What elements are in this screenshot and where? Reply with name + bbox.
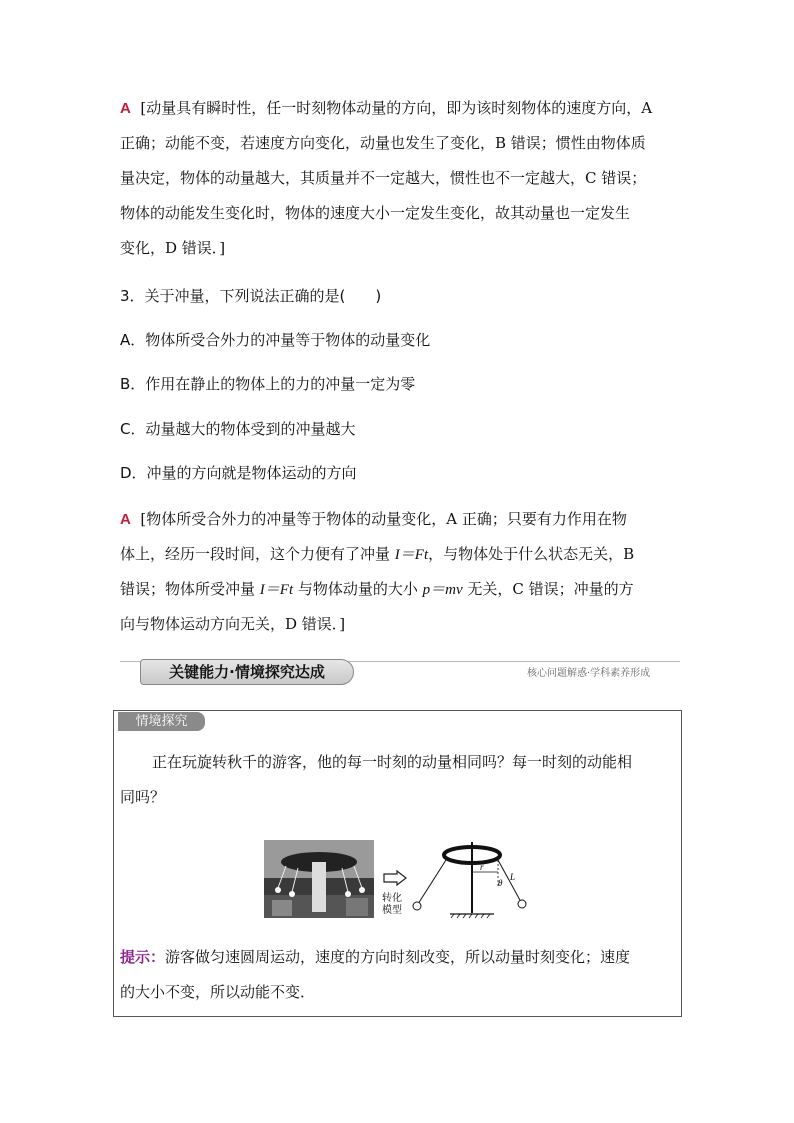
question-3-stem: 3．关于冲量，下列说法正确的是( ) xyxy=(120,287,382,305)
momentum-formula: p＝mv xyxy=(422,582,463,598)
length-label: L xyxy=(510,872,516,882)
answer-2-line-1: A [动量具有瞬时性，任一时刻物体动量的方向，即为该时刻物体的速度方向，A xyxy=(120,99,653,117)
hint-line-1: 提示：游客做匀速圆周运动，速度的方向时刻改变，所以动量时刻变化；速度 xyxy=(120,948,631,966)
option-b: B．作用在静止的物体上的力的冲量一定为零 xyxy=(120,375,416,393)
radius-label: r xyxy=(480,862,484,872)
angle-label: θ xyxy=(498,878,503,888)
swing-ride-photo xyxy=(264,840,374,918)
convert-arrow-icon xyxy=(383,870,407,886)
option-d: D．冲量的方向就是物体运动的方向 xyxy=(120,464,357,482)
answer-3-line-3: 错误；物体所受冲量 I＝Ft 与物体动量的大小 p＝mv 无关，C 错误；冲量的方 xyxy=(120,580,634,598)
convert-label: 转化 模型 xyxy=(382,893,402,916)
hint-line-2: 的大小不变，所以动能不变． xyxy=(120,983,316,1001)
impulse-formula: I＝Ft xyxy=(394,547,429,563)
answer-3-line-1: A [物体所受合外力的冲量等于物体的动量变化，A 正确；只要有力作用在物 xyxy=(120,510,627,528)
answer-2-line-3: 量决定，物体的动量越大，其质量并不一定越大，惯性也不一定越大，C 错误； xyxy=(120,169,647,187)
impulse-formula: I＝Ft xyxy=(259,582,294,598)
option-c: C．动量越大的物体受到的冲量越大 xyxy=(120,420,356,438)
answer-letter: A xyxy=(120,100,131,117)
hint-label: 提示： xyxy=(120,948,166,966)
scenario-text-line-1: 正在玩旋转秋千的游客，他的每一时刻的动量相同吗？每一时刻的动能相 xyxy=(152,753,633,771)
scenario-tag: 情境探究 xyxy=(118,712,205,731)
answer-2-line-2: 正确；动能不变，若速度方向变化，动量也发生了变化，B 错误；惯性由物体质 xyxy=(120,134,646,152)
option-a: A．物体所受合外力的冲量等于物体的动量变化 xyxy=(120,331,431,349)
scenario-text-line-2: 同吗？ xyxy=(120,788,166,806)
section-subtitle: 核心问题解惑·学科素养形成 xyxy=(527,668,651,679)
answer-3-line-2: 体上，经历一段时间，这个力便有了冲量 I＝Ft，与物体处于什么状态无关，B xyxy=(120,545,635,563)
answer-2-line-4: 物体的动能发生变化时，物体的速度大小一定发生变化，故其动量也一定发生 xyxy=(120,204,631,222)
swing-model-diagram xyxy=(410,838,535,920)
answer-3-line-4: 向与物体运动方向无关，D 错误．] xyxy=(120,615,346,633)
section-title: 关键能力·情境探究达成 xyxy=(140,659,354,685)
answer-2-line-5: 变化，D 错误．] xyxy=(120,239,226,257)
answer-letter: A xyxy=(120,511,131,528)
